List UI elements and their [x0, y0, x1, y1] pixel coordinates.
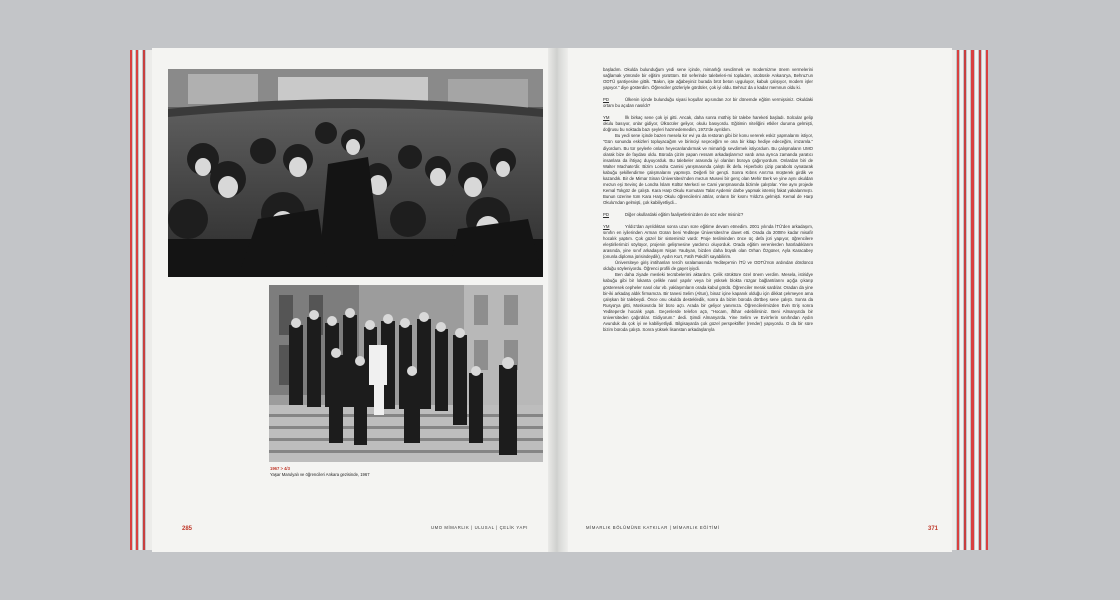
caption-code: 1967 > 4/3: [270, 466, 290, 471]
left-page-number: 285: [182, 526, 193, 532]
left-page-footer: UMO MİMARLIK | ULUSAL | ÇELİK YAPI: [431, 525, 528, 530]
answer: YM Yıldız'dan ayrıldıktan sonra uzun süre eğitime devam etmedim. 2001 yılında İTÜ'den arkadaşım, sınıfın en iyilerinden Arman Güran beni Yeditepe Üniversitesi'ne davet etti. Orada da 2008'e kadar misafir hocalık yaptım. Çok güzel bir sistemimiz vardı: Proje tesliminden önce üç defa jüri yapıyor, öğrencilere eleştirilerimizi söylüyor, projenin gelişmesine yardımcı oluyorduk. Orada eğitim verenlerden hatırladıklarım arasında, yine sınıf arkadaşım Nişan Yaubyan, bizden daha büyük olan Orhan Özgüner, Ayla Karacabey (onunla diploma jürisindeydik), Aydın Kurt, Fatih Pakdil'i sayabilirim.: [603, 224, 813, 260]
right-page: [568, 48, 952, 552]
right-page-edges: [952, 50, 992, 550]
stairs-photo: [269, 285, 543, 462]
left-page: [152, 48, 548, 552]
right-page-number: 371: [927, 526, 938, 532]
bus-photo: [168, 69, 543, 277]
left-page-edges: [130, 50, 152, 550]
book-gutter: [548, 48, 568, 552]
interview-text-column: [603, 67, 813, 339]
question: PD Ülkenin içinde bulunduğu siyasi koşullar açısından zor bir dönemde eğitim vermişsiniz. Okuldaki ortam bu açıdan nasıldı?: [603, 97, 813, 109]
paragraph: Üniversiteye giriş imtihanları tercih sıralamasında Yeditepe'nin İTÜ ve ODTÜ'nün ardından dördüncü olduğu söyleniyordu. Öğrenci profili de gayet iyiydi.: [603, 260, 813, 272]
open-book: [130, 48, 992, 552]
paragraph: Bu yedi sene içinde bazen mesela kır evi ya da restoran gibi bir konu vererek eskiz yapmalarını istiyor, "Gün sonunda eskizleri topluyacağım ve birinciyi seçeceğim ve ona bir kitap hediye edeceğim, imzamla." diyordum. Bu tür şeylerle onları heyecanlandırmak ve mimarlığı sevdirmek istiyordum. Bu çalışmaların UMO olarak bize de faydası oldu. Büroda çizim yapan ressam arkadaşlarımız vardı ama ayrıca zamanda yaratıcı insanlara da ihtiyaç duyuyorduk. Bu talebeler arasında iyi olanları büroya çağırıyordum. Onlardan biri de Walter Machate'dir. Bizim Londra Camisi yarışmasında çalıştı ilk defa. Hiperbolü çizip parabolü oynatarak kabuğu şekillendirme çalışmalarını yapmıştı. Değerli bir gençti. Sonra Kıbrıs Anıtı'na müşterek girdik ve kazandık. Bir de Mimar Sinan Üniversitesi'nden mezun Musevi bir genç olan Mehir Berk ve yine aynı okuldan mezun eşi Sevinç de Londra İslam Kültür Merkezi ve Cami yarışmasında bizimle çalıştılar. Yine aynı projede Kemal Tokgöz de çalıştı. Kara Harp Okulu Komutanı Talat Aydemir darbe yapmak istemiş fakat yakalanmıştı. Bunun üzerine tüm Kara Harp Okulu öğrencilerini attılar, onların bir kısmı Yıldız'a gelmişti. Kemal de Harp Okulu'ndan gelmişti, çok kabiliyetliydi...: [603, 133, 813, 205]
paragraph: başladım. Okulda bulunduğum yedi sene içinde, mimarlığı sevdirmek ve modernizme önem vermelerini sağlamak yönünde bir eğitim yürüttüm. Bir seferinde talebeleri-mi topladım, otobüsle Ankara'ya, Behruz'un ODTÜ şantiyesine gittik. "Bakın, işte ağabeyiniz burada brüt beton uyguluyor, kabuk çalışıyor, modern işler yapıyor." diye gösterdim. Öğrenciler gözleriyle gördüler, çok iyi oldu. Behruz da o kadar memnun oldu ki.: [603, 67, 813, 91]
paragraph: Ben daha ziyade mesleki tecrübelerimi aktardım. Çelik strüktüre özel önem verdim. Mesela, istiridye kabuğu gibi bir lokanta çelikle nasıl yapılır veya bir yüksek blokta rüzgar bağlantılarını açığa çıkarıp gösteresek cepheler nasıl olur vb. yaklaşımların orada kabul gördü. Öğrenciler merak sardılar. Oradan da yine bir-iki arkadaş aldık firmamıza. Bir tanesi Selim (Altun), binaz içine kapanık olduğu için dikkat çekmeyen ama çalışkan bir talebeydi. Önce onu okulda destekledik, sonra da bizim büroda dörtbeş sene çalıştı. Sonra da Rusya'ya gitti, Moskova'da bir büro açtı. Arada bir geliyor yanımıza. Öğrencilerimizden Evin Eriş sonra Yeditepe'de hocalık yaptı. Geçenlerde telefon açtı, "Hocam, iftihar edebilirsiniz. Beni Almanya'da bir üniversiteden çağırdılar. Gidiyorum." dedi. Şimdi Almanya'da. Yine Selim ve Evin'lerin sınıfından Aydın Avunduk da çok iyi ve kabiliyetliydi. Bilgisayarda çok güzel perspektifler (render) yapıyordu. O da bir süre bizim büroda çalıştı. Sonra yüksek lisanstan arkadaşlarıyla: [603, 272, 813, 332]
photo-caption: [270, 466, 370, 478]
answer: YM İlk birkaç sene çok iyi gitti. Ancak, daha sonra müthiş bir talebe hareketi başladı. Solcular gelip okulu basıyor, onlar gidiyor, Ülkücüler geliyor, okulu basıyordu. Eğitimin niteliğini etkiler duruma gelmişti, doğrusu bu noktada bazı şeyleri hazmedemedim, 1972'de ayrıldım.: [603, 115, 813, 133]
right-page-footer: MİMARLIK BÖLÜMÜNE KATKILAR | MİMARLIK EĞİTİMİ: [586, 525, 720, 530]
caption-text: Yaşar Marulyalı ve öğrencileri Ankara gezisinde, 1967: [270, 472, 370, 477]
question: PD Diğer okullardaki eğitim faaliyetlerinizden de söz eder misiniz?: [603, 211, 744, 217]
